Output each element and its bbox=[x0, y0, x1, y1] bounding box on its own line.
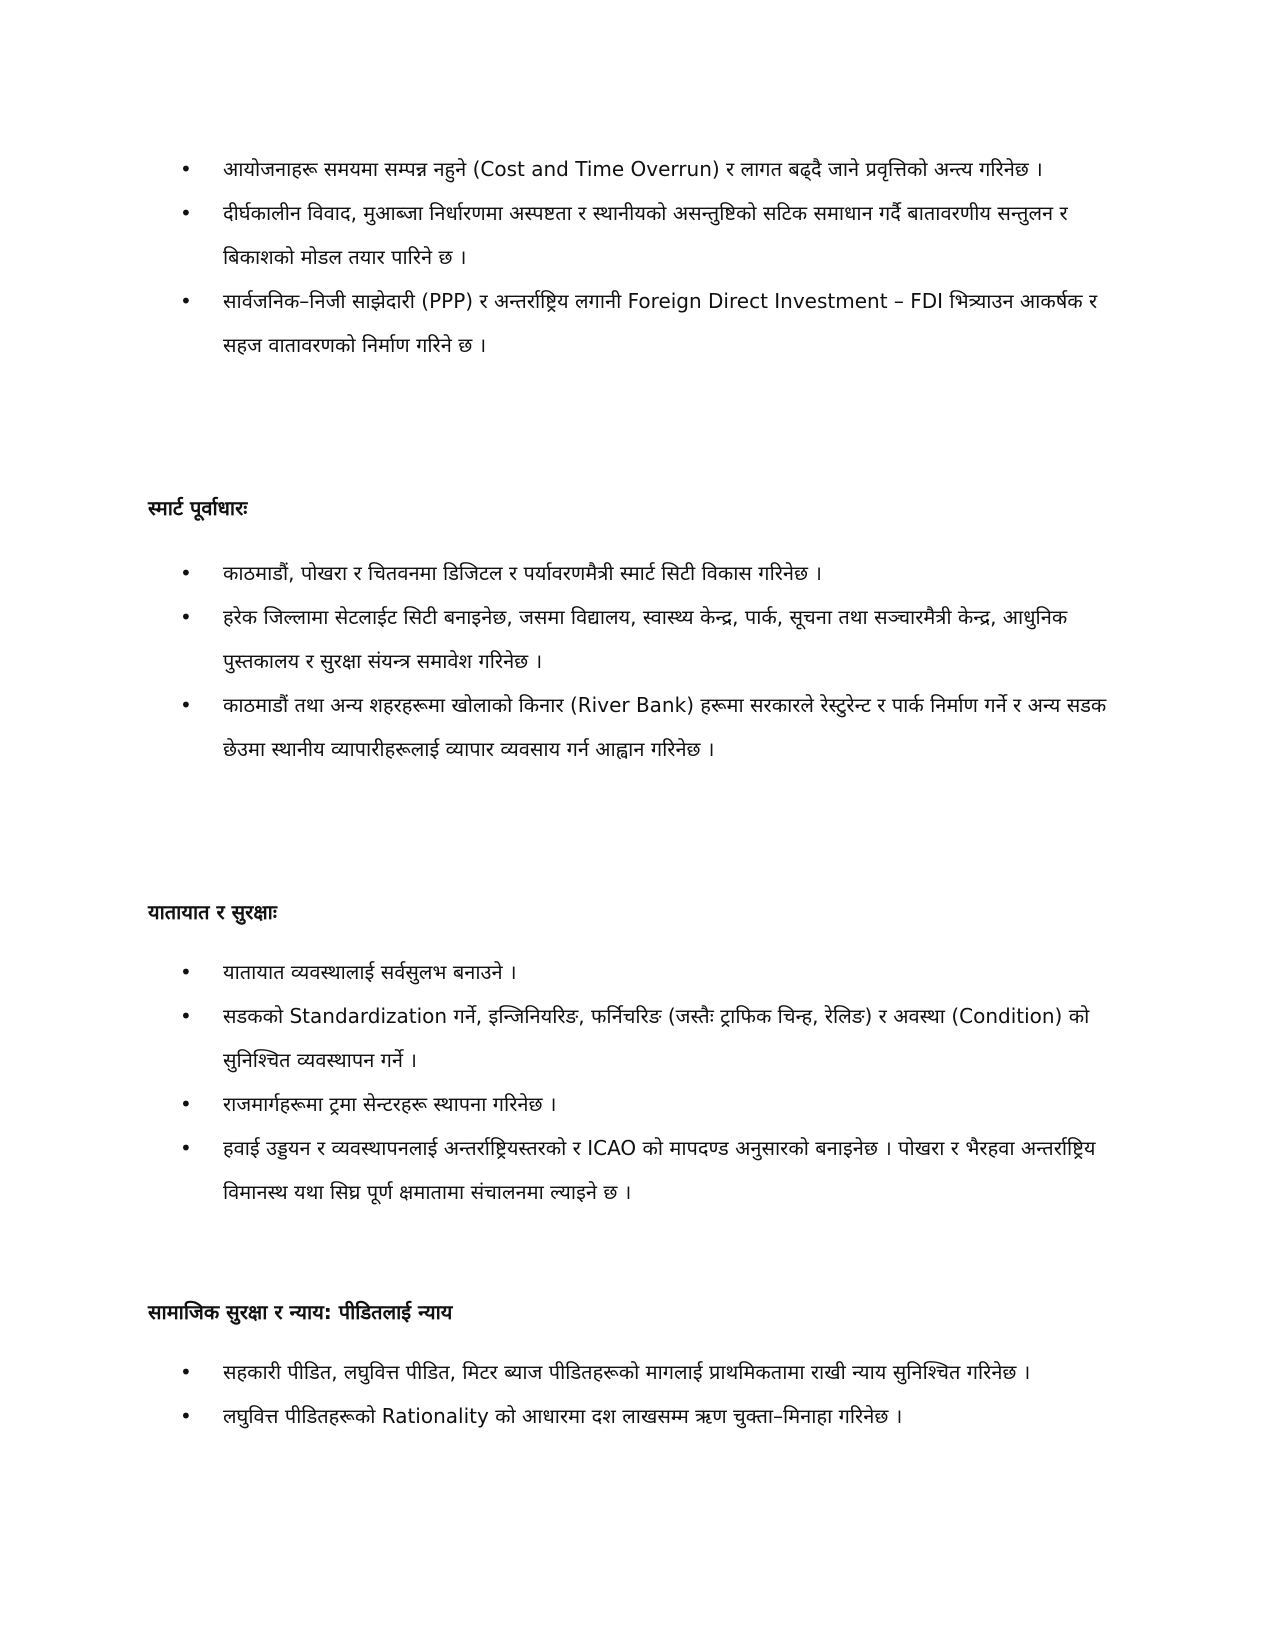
list-item: • सहकारी पीडित, लघुवित्त पीडित, मिटर ब्याज पीडितहरूको मागलाई प्राथमिकतामा राखी न्याय सुनिश्चित गरिनेछ । bbox=[180, 1350, 1110, 1394]
list-item: • सार्वजनिक–निजी साझेदारी (PPP) र अन्तर्राष्ट्रिय लगानी Foreign Direct Investment – FDI भित्र्याउन आकर्षक र सहज वातावरणको निर्माण गरिने छ । bbox=[180, 279, 1110, 367]
list-item: • राजमार्गहरूमा ट्रमा सेन्टरहरू स्थापना गरिनेछ । bbox=[180, 1082, 1110, 1126]
bullet-list-social-security-justice bbox=[180, 1350, 1110, 1438]
list-item: • काठमाडौं तथा अन्य शहरहरूमा खोलाको किनार (River Bank) हरूमा सरकारले रेस्टुरेन्ट र पार्क निर्माण गर्ने र अन्य सडक छेउमा स्थानीय व्यापारीहरूलाई व्यापार व्यवसाय गर्न आह्वान गरिनेछ । bbox=[180, 683, 1110, 771]
bullet-list-project-management bbox=[180, 147, 1110, 367]
list-item: • काठमाडौं, पोखरा र चितवनमा डिजिटल र पर्यावरणमैत्री स्मार्ट सिटी विकास गरिनेछ । bbox=[180, 551, 1110, 595]
list-item: • दीर्घकालीन विवाद, मुआब्जा निर्धारणमा अस्पष्टता र स्थानीयको असन्तुष्टिको सटिक समाधान गर्दै बातावरणीय सन्तुलन र बिकाशको मोडल तयार पारिने छ । bbox=[180, 191, 1110, 279]
bullet-list-transport-security bbox=[180, 950, 1110, 1214]
bullet-list-smart-infrastructure bbox=[180, 551, 1110, 771]
list-item: • लघुवित्त पीडितहरूको Rationality को आधारमा दश लाखसम्म ऋण चुक्ता–मिनाहा गरिनेछ । bbox=[180, 1394, 1110, 1438]
list-item: • हरेक जिल्लामा सेटलाईट सिटी बनाइनेछ, जसमा विद्यालय, स्वास्थ्य केन्द्र, पार्क, सूचना तथा सञ्चारमैत्री केन्द्र, आधुनिक पुस्तकालय र सुरक्षा संयन्त्र समावेश गरिनेछ । bbox=[180, 595, 1110, 683]
list-item: • सडकको Standardization गर्ने, इन्जिनियरिङ, फर्निचरिङ (जस्तैः ट्राफिक चिन्ह, रेलिङ) र अवस्था (Condition) को सुनिश्चित व्यवस्थापन गर्ने । bbox=[180, 994, 1110, 1082]
list-item: • आयोजनाहरू समयमा सम्पन्न नहुने (Cost and Time Overrun) र लागत बढ्दै जाने प्रवृत्तिको अन्त्य गरिनेछ । bbox=[180, 147, 1110, 191]
section-heading-social-security-justice: सामाजिक सुरक्षा र न्याय: पीडितलाई न्याय bbox=[148, 1300, 453, 1324]
list-item: • हवाई उड्डयन र व्यवस्थापनलाई अन्तर्राष्ट्रियस्तरको र ICAO को मापदण्ड अनुसारको बनाइनेछ । पोखरा र भैरहवा अन्तर्राष्ट्रिय विमानस्थ यथा सिघ्र पूर्ण क्षमातामा संचालनमा ल्याइने छ । bbox=[180, 1126, 1110, 1214]
section-heading-transport-security: यातायात र सुरक्षाः bbox=[148, 900, 277, 924]
list-item: • यातायात व्यवस्थालाई सर्वसुलभ बनाउने । bbox=[180, 950, 1110, 994]
section-heading-smart-infrastructure: स्मार्ट पूर्वाधारः bbox=[148, 496, 248, 520]
